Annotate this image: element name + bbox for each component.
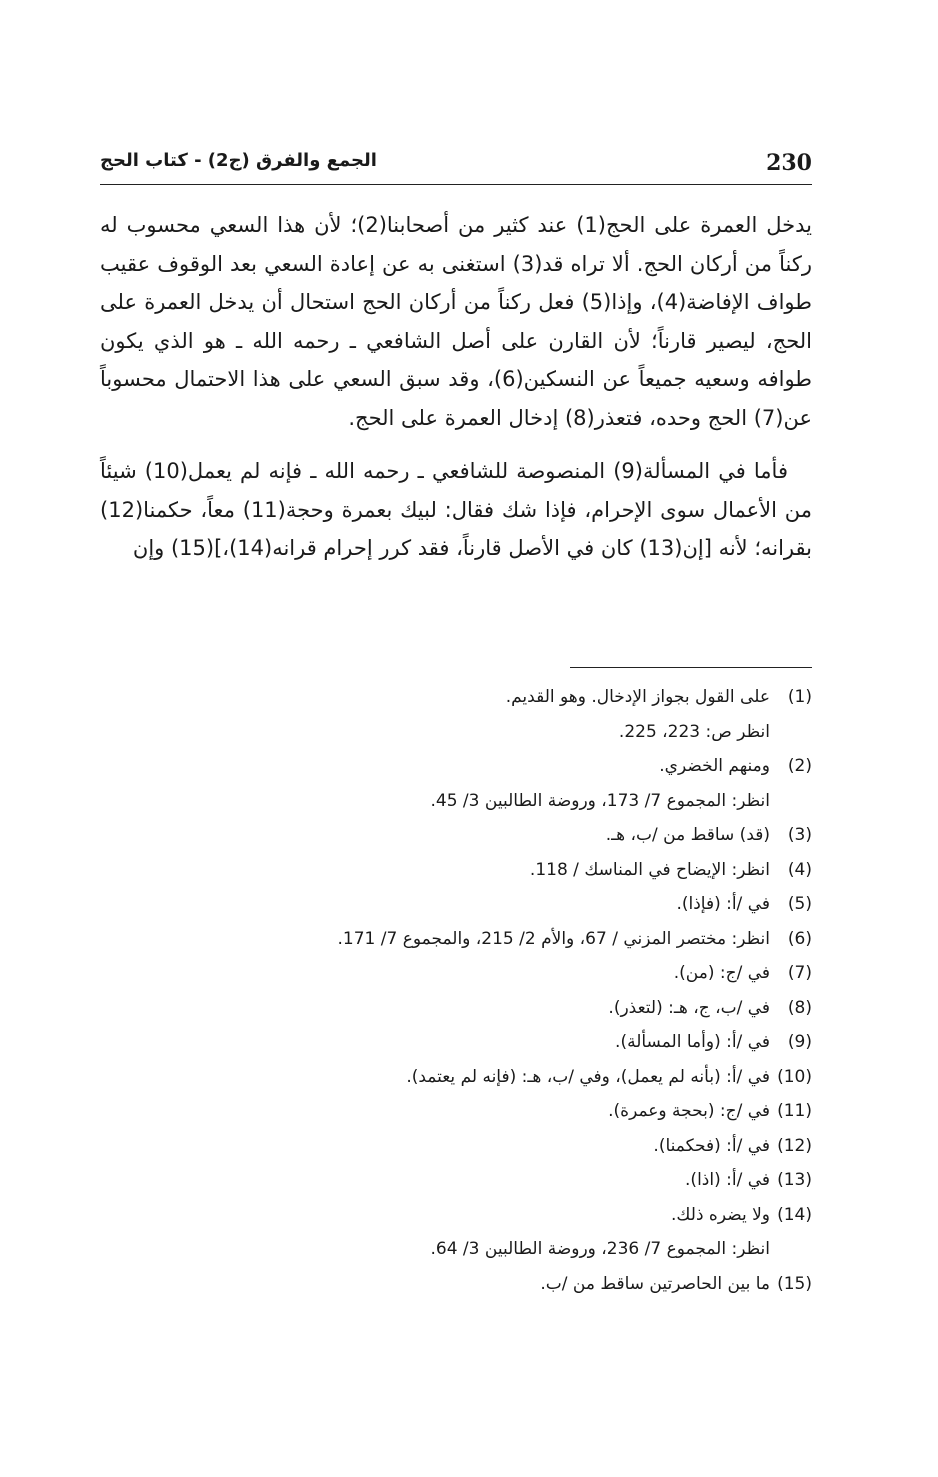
footnote-item — [100, 991, 812, 1026]
footnote-text: انظر: الإيضاح في المناسك / 118. — [529, 859, 770, 880]
footnote-text: في /ب، ج، هـ: (لتعذر). — [608, 997, 770, 1018]
footnote-item — [100, 1094, 812, 1129]
footnote-number: (11) — [777, 1101, 812, 1121]
footnote-text: (قد) ساقط من /ب، هـ. — [605, 825, 770, 845]
footnote-text: في /أ: (فإذا). — [676, 894, 770, 914]
footnote-item — [100, 1025, 812, 1060]
footnote-item — [100, 749, 812, 784]
footnote-item — [100, 887, 812, 922]
footnote-number: (12) — [777, 1135, 812, 1156]
footnote-number: (9) — [787, 1032, 812, 1052]
footnote-item — [100, 922, 812, 957]
footnote-number: (6) — [787, 928, 812, 949]
footnote-item — [100, 1163, 812, 1198]
page-header — [100, 150, 812, 185]
footnote-item — [100, 853, 812, 888]
footnote-text: انظر: مختصر المزني / 67، والأم 2/ 215، والمجموع 7/ 171. — [337, 928, 770, 949]
footnote-number: (2) — [787, 756, 812, 776]
footnote-item — [100, 1198, 812, 1233]
main-text — [100, 206, 812, 568]
footnote-continuation: انظر ص: 223، 225. — [618, 721, 770, 742]
paragraph-1: يدخل العمرة على الحج(1) عند كثير من أصحابنا(2)؛ لأن هذا السعي محسوب له ركناً من أركان الحج. ألا تراه قد(3) استغنى به عن إعادة السعي بعد الوقوف عقيب طواف الإفاضة(4)، وإذا(5) فعل ركناً من أركان الحج استحال أن يدخل العمرة على الحج، ليصير قارناً؛ لأن القارن على أصل الشافعي ـ رحمه الله ـ هو الذي يكون طوافه وسعيه جميعاً عن النسكين(6)، وقد سبق السعي على هذا الاحتمال محسوباً عن(7) الحج وحده، فتعذر(8) إدخال العمرة على الحج. — [100, 213, 813, 430]
footnote-item — [100, 1129, 812, 1164]
footnote-text: ولا يضره ذلك. — [671, 1204, 770, 1225]
footnote-item — [100, 956, 812, 991]
footnote-separator — [570, 667, 812, 668]
footnote-number: (8) — [787, 997, 812, 1018]
footnote-text: في /أ: (بأنه لم يعمل)، وفي /ب، هـ: (فإنه لم يعتمد). — [406, 1066, 770, 1087]
footnote-text: في /ج: (بحجة وعمرة). — [608, 1101, 770, 1121]
footnote-item — [100, 1060, 812, 1095]
footnote-number: (15) — [777, 1273, 812, 1294]
footnote-item — [100, 1267, 812, 1302]
footnote-number: (14) — [777, 1204, 812, 1225]
footnote-continuation: انظر: المجموع 7/ 236، وروضة الطالبين 3/ 64. — [430, 1239, 770, 1259]
footnote-item — [100, 818, 812, 853]
footnote-text: في /أ: (فحكمنا). — [653, 1135, 770, 1156]
footnotes-list — [100, 680, 812, 1301]
footnote-number: (13) — [777, 1170, 812, 1190]
footnote-item — [100, 680, 812, 715]
footnote-continuation: انظر: المجموع 7/ 173، وروضة الطالبين 3/ 45. — [430, 790, 770, 811]
paragraph-2: فأما في المسألة(9) المنصوصة للشافعي ـ رحمه الله ـ فإنه لم يعمل(10) شيئاً من الأعمال سوى الإحرام، فإذا شك فقال: لبيك بعمرة وحجة(11) معاً، حكمنا(12) بقرانه؛ لأنه [إن(13) كان في الأصل قارناً، فقد كرر إحرام قرانه(14)،](15) وإن — [100, 459, 812, 560]
footnote-text: على القول بجواز الإدخال. وهو القديم. — [505, 687, 770, 707]
running-title: الجمع والفرق (ج2) - كتاب الحج — [100, 150, 377, 171]
footnote-number: (3) — [787, 825, 812, 845]
footnote-number: (7) — [787, 963, 812, 983]
footnote-text: في /أ: (اذا). — [685, 1170, 770, 1190]
footnote-text: في /ج: (من). — [673, 963, 770, 983]
footnote-number: (5) — [787, 894, 812, 914]
footnote-text: ما بين الحاصرتين ساقط من /ب. — [540, 1273, 770, 1294]
footnote-text: في /أ: (وأما المسألة). — [615, 1032, 770, 1052]
footnote-text: ومنهم الخضري. — [659, 756, 770, 776]
footnote-number: (1) — [787, 687, 812, 707]
footnote-number: (4) — [787, 859, 812, 880]
page-number: 230 — [766, 150, 812, 176]
footnote-number: (10) — [777, 1066, 812, 1087]
